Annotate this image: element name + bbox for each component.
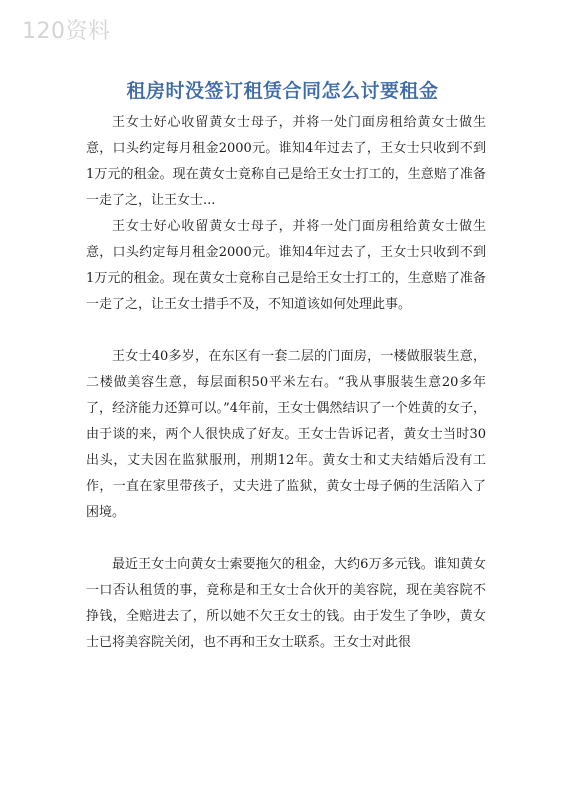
article-paragraph-3: 王女士40多岁，在东区有一套二层的门面房，一楼做服装生意，二楼做美容生意，每层面积50平米左右。“我从事服装生意20多年了，经济能力还算可以。”4年前，王女士偶然结识了一个姓黄的女子，由于谈的来，两个人很快成了好友。王女士告诉记者，黄女士当时30出头，丈夫因在监狱服刑，刑期12年。黄女士和丈夫结婚后没有工作，一直在家里带孩子，丈夫进了监狱，黄女士母子俩的生活陷入了困境。: [86, 349, 486, 520]
article-paragraph-2: 王女士好心收留黄女士母子，并将一处门面房租给黄女士做生意，口头约定每月租金2000元。谁知4年过去了，王女士只收到不到1万元的租金。现在黄女士竟称自己是给王女士打工的，生意赔了准备一走了之，让王女士措手不及，不知道该如何处理此事。: [86, 219, 486, 312]
page-title: 租房时没签订租赁合同怎么讨要租金: [126, 80, 439, 102]
article-paragraph-4: 最近王女士向黄女士索要拖欠的租金，大约6万多元钱。谁知黄女一口否认租赁的事，竟称是和王女士合伙开的美容院，现在美容院不挣钱，全赔进去了，所以她不欠王女士的钱。由于发生了争吵，黄女士已将美容院关闭，也不再和王女士联系。王女士对此很: [86, 557, 486, 650]
article-paragraph-1: 王女士好心收留黄女士母子，并将一处门面房租给黄女士做生意，口头约定每月租金2000元。谁知4年过去了，王女士只收到不到1万元的租金。现在黄女士竟称自己是给王女士打工的，生意赔了准备一走了之，让王女士...: [86, 115, 486, 208]
watermark-logo: 120资料: [22, 19, 111, 44]
paragraph-spacer: [86, 526, 486, 552]
article-body: [86, 110, 486, 656]
paragraph-spacer: [86, 318, 486, 344]
